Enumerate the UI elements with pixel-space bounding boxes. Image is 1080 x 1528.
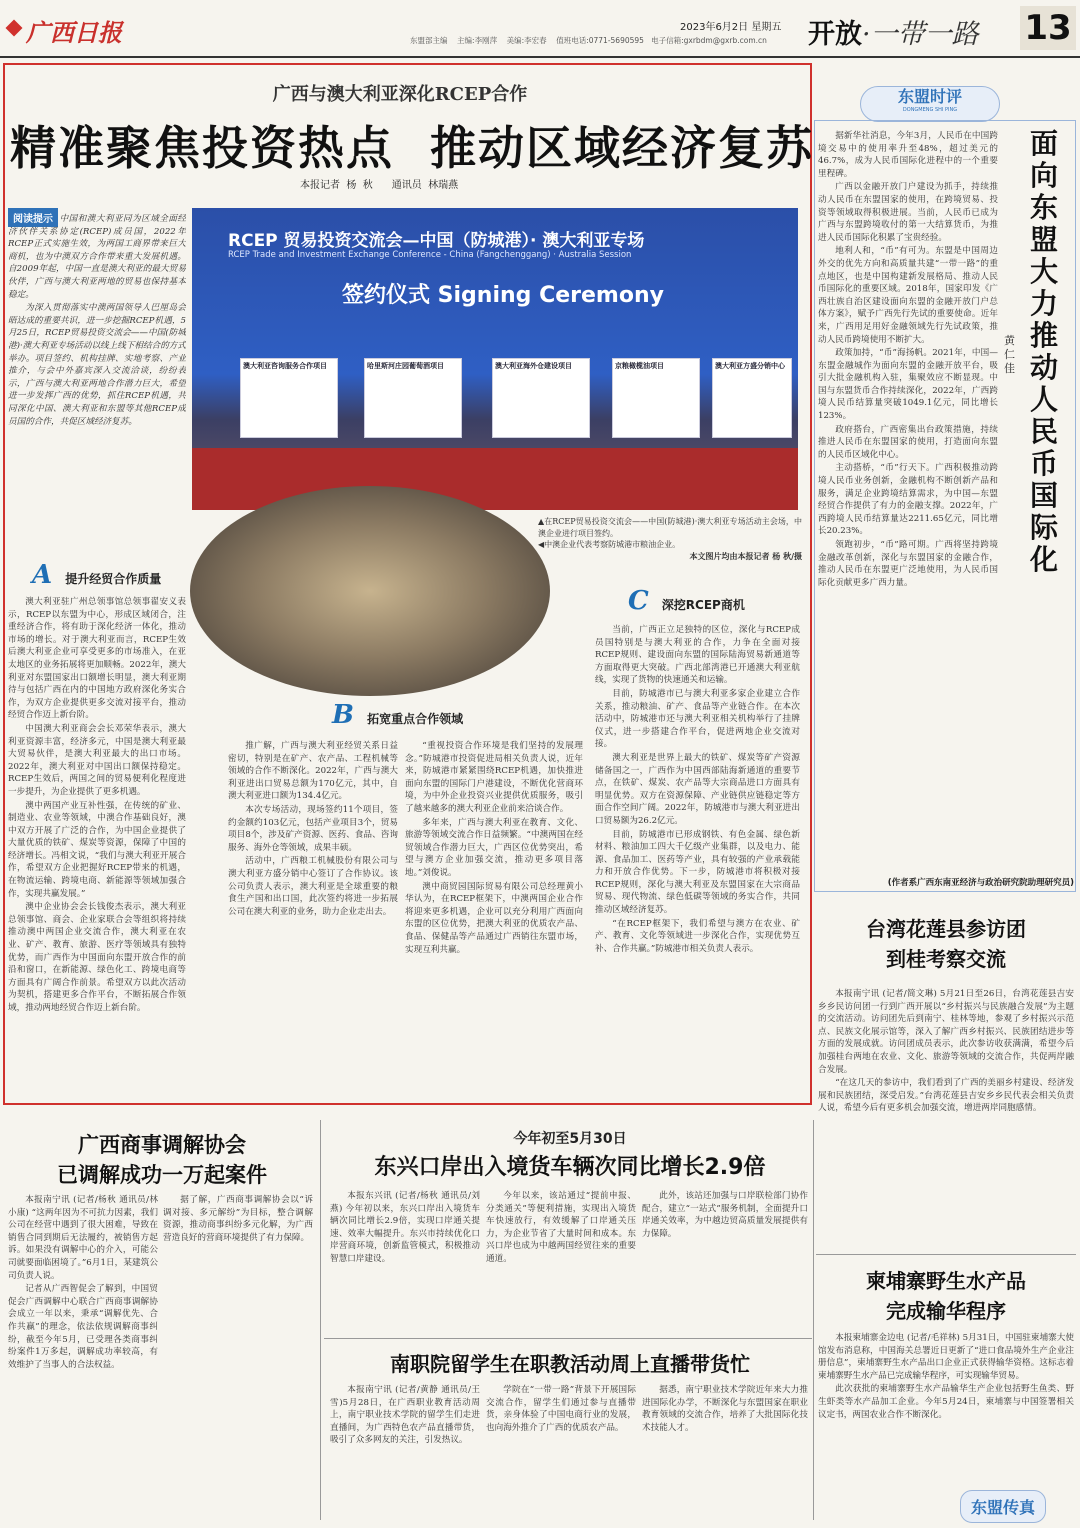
commentary-para-4: 政策加持，“币”海扬帆。2021年，中国—东盟金融城作为面向东盟的金融开放平台，吸引大批金融机构入驻，集聚效应不断显现。中国与东盟货币合作持续深化，2022年，广西跨境人民币结算量突破1049.1亿元，同比增长123%。 [818,348,998,422]
meta-editor: 主编:李刚萍 [457,36,498,45]
nanzhi-body-3 [642,1384,808,1524]
col-c-para-5: “在RCEP框架下，我们希望与澳方在农业、矿产、教育、文化等领域进一步深化合作，实现优势互补、合作共赢。”防城港市相关负责人表示。 [595,918,800,954]
cambodia-title-2: 完成输华程序 [886,1299,1006,1323]
photo-banner-title: RCEP 贸易投资交流会—中国（防城港）· 澳大利亚专场 [228,231,645,251]
intro-tag: 阅读提示 [8,208,58,227]
col-a-para-4: 澳中企业协会会长钱俊杰表示，澳大利亚总领事馆、商会、企业家联合会等组织将持续推动澳中两国企业交流合作，澳大利亚在农业、矿产、教育、旅游、医疗等领域具有独特优势，而广西作为中国面向东盟开放合作的前沿和窗口，在新能源、绿色化工、跨境电商等方面具有广阔合作前景。希望双方以此次活动为契机，搭建更多合作平台，不断拓展合作领域，推动两地经贸合作迈上新台阶。 [8,902,186,1013]
col-a-para-1: 澳大利亚驻广州总领事馆总领事翟安义表示，RCEP以东盟为中心，形成区域闭合，注重经济合作，将有助于深化经济一体化，推动市场的增长。对于澳大利亚而言，RCEP生效后澳大利亚企业可享受更多的市场准入，在亚太地区的业务拓展将更加顺畅。2022年，澳大利亚对东盟国家出口额增长明显，澳大利亚期待与包括广西在内的中国地方政府深化务实合作，为双方企业提供更多交流对接平台，推动经贸合作迈上新台阶。 [8,597,186,721]
commentary-badge-sub: DONGMENG SHI PING [902,107,958,113]
column-b2 [405,740,583,1100]
section-c-letter: C [628,586,649,616]
section-sub: ·一带一路 [862,19,979,50]
commentary-para-3: 地利人和，“币”有可为。东盟是中国周边外交的优先方向和高质量共建“一带一路”的重点地区，也是中国构建新发展格局、推动人民币国际化的重要区域。2018年，国家印发《广西壮族自治区建设面向东盟的金融开放门户总体方案》，赋予广西先行先试的重要使命。近年来，广西用足用好金融领域先行先试政策，推动人民币跨境使用不断扩大。 [818,246,998,345]
dongxing-kicker: 今年初至5月30日 [513,1131,627,1147]
meta-artist: 美编:李宏春 [506,36,547,45]
masthead [0,0,1080,56]
col-c-para-1: 当前，广西正立足独特的区位，深化与RCEP成员国特别是与澳大利亚的合作，力争在全面对接RCEP规则、建设面向东盟的国际陆海贸易新通道等方面取得更大突破。广西北部湾港已开通澳大利亚航线，实现了货物的快速通关和运输。 [595,625,800,686]
divider-bottom-right [813,1120,814,1520]
mediation-para-1: 本报南宁讯 (记者/杨秋 通讯员/林小康) “这两年因为不可抗力因素，我们公司在经营中遇到了很大困难，导致在销售合同到期后无法履约，被销售方起诉。如果没有调解中心的介入，可能公司就要面临困境了。”6月1日，某建筑公司负责人说。 [8,1195,158,1281]
meta-dept: 东盟部主编 [410,36,448,45]
lead-headline: 精准聚焦投资热点 推动区域经济复苏 [10,121,815,175]
project-board-4-label: 京粮橄榄油项目 [615,362,664,370]
taiwan-headline [818,914,1074,974]
dongxing-para-2: 今年以来，该站通过“提前申报、分类通关”等便利措施，实现出入境货车快速放行，有效缓解了口岸通关压力，为企业节省了大量时间和成本。东兴口岸也成为中越两国经贸往来的重要通道。 [486,1191,636,1264]
project-board-3 [492,358,590,438]
cambodia-para-2: 此次获批的柬埔寨野生水产品输华生产企业包括野生鱼类、野生虾类等水产品加工企业。今年5月24日，柬埔寨与中国签署相关议定书，两国农业合作不断深化。 [818,1384,1074,1420]
commentary-para-1: 据新华社消息，今年3月，人民币在中国跨境交易中的使用率升至48%，超过美元的46.7%，成为人民币国际化进程中的一个重要里程碑。 [818,131,998,179]
dongxing-body-1 [330,1190,480,1332]
section-a-letter: A [32,560,53,590]
project-board-1-label: 澳大利亚咨询服务合作项目 [243,362,327,370]
dongxing-body-2 [486,1190,636,1332]
newspaper-logo: 广西日报 [26,18,122,47]
signing-ceremony-photo [192,208,798,510]
dongxing-body-3 [642,1190,808,1332]
section-name [808,12,979,51]
taiwan-title-2: 到桂考察交流 [886,947,1006,971]
section-a-header [32,560,161,590]
inspection-photo [190,486,550,696]
mediation-title-2: 已调解成功一万起案件 [57,1163,267,1187]
col-c-para-2: 目前，防城港市已与澳大利亚多家企业建立合作关系，推动粮油、矿产、食品等产业链合作。在本次活动中，防城港市还与澳大利亚相关机构举行了挂牌仪式，进一步搭建合作平台，促进两地企业交流对接。 [595,688,800,750]
taiwan-title-1: 台湾花莲县参访团 [866,917,1026,941]
meta-tel: 值班电话:0771-5690595 [556,36,644,45]
section-c-title: 深挖RCEP商机 [661,598,745,612]
nanzhi-para-3: 据悉，南宁职业技术学院近年来大力推进国际化办学，不断深化与东盟国家在职业教育领域的交流合作，培养了大批国际化技术技能人才。 [642,1385,808,1433]
logo-icon [6,20,23,37]
divider-right-1 [816,1254,1076,1255]
dongxing-para-1: 本报东兴讯 (记者/杨秋 通讯员/刘燕) 今年初以来，东兴口岸出入境货车辆次同比增长2.9倍，实现口岸通关提速、效率大幅提升。东兴市持续优化口岸营商环境，创新监管模式，积极推动智慧口岸建设。 [330,1191,480,1264]
col-a-para-3: 澳中两国产业互补性强，在传统的矿业、制造业、农业等领域，中澳合作基础良好，澳中双方开展了广泛的合作，为中国企业提供了大量优质的铁矿、煤炭等资源，保障了中国的经济增长。冯相文说，“我们与澳大利亚开展合作，希望双方企业把握好RCEP带来的机遇，在物流运输、跨境电商、新能源等领域加强合作，实现共赢发展。” [8,800,186,899]
nanzhi-headline: 南职院留学生在职教活动周上直播带货忙 [390,1352,750,1376]
taiwan-para-2: “在这几天的参访中，我们看到了广西的美丽乡村建设、经济发展和民族团结，深受启发。”台湾花莲县吉安乡乡民代表会相关负责人说，希望今后有更多机会加强交流，增进两岸同胞感情。 [818,1078,1074,1114]
dongxing-para-3: 此外，该站还加强与口岸联检部门协作配合，建立“一站式”服务机制，全面提升口岸通关效率，为中越边贸高质量发展提供有力保障。 [642,1191,808,1239]
column-c [595,624,800,1100]
cambodia-body [818,1332,1074,1482]
caption-3: 本文图片均由本报记者 杨 秋/摄 [689,550,802,561]
col-b-para-4: “重视投资合作环境是我们坚持的发展理念。”防城港市投资促进局相关负责人说，近年来，防城港市紧紧围绕RCEP机遇，加快推进面向东盟的国际门户港建设，不断优化营商环境，为中外企业投资兴业提供优质服务，吸引了越来越多的澳大利亚企业前来洽谈合作。 [405,741,583,814]
page-number [1020,6,1076,50]
mediation-body-2 [163,1194,313,1524]
section-main: 开放 [808,19,862,50]
section-c-header [628,586,745,616]
section-b-title: 拓宽重点合作领域 [367,712,464,726]
col-b-para-6: 澳中商贸园国际贸易有限公司总经理黄小华认为，在RCEP框架下，中澳两国企业合作将迎来更多机遇，企业可以充分利用广西面向东盟的区位优势，把澳大利亚的优质农产品、食品、保健品等产品通过广西销往东盟市场，实现互利共赢。 [405,881,583,955]
intro-para-2: 为深入贯彻落实中澳两国领导人巴厘岛会晤达成的重要共识，进一步挖掘RCEP机遇，5月25日，RCEP贸易投资交流会——中国(防城港)·澳大利亚专场活动以线上线下相结合的方式举办。项目签约、机构挂牌、实地考察、产业推介，与会中外嘉宾深入交流洽谈，纷纷表示，广西与澳大利亚两地合作潜力巨大，希望进一步发挥广西的优势，抓住RCEP机遇，共同深化中国、澳大利亚和东盟等其他RCEP成员国的合作，共促区域经济复苏。 [8,303,186,427]
caption-2: ◀中澳企业代表考察防城港市粮油企业。 [538,540,681,549]
lead-byline: 本报记者 杨 秋 通讯员 林瑞燕 [300,180,459,191]
project-board-5 [712,358,792,438]
mediation-para-2: 记者从广西智促会了解到，中国贸促会广西调解中心联合广西商事调解协会成立一年以来，秉承“调解优先、合作共赢”的理念，依法依规调解商事纠纷，截至今年5月，已受理各类商事纠纷案件1万多起，调解成功率较高，有效维护了当事人的合法权益。 [8,1284,158,1370]
taiwan-para-1: 本报南宁讯 (记者/简文琳) 5月21日至26日，台湾花莲县吉安乡乡民访问团一行到广西开展以“乡村振兴与民族融合发展”为主题的交流活动。访问团先后到南宁、桂林等地，参观了乡村振兴示范点、民族文化展示馆等，深入了解广西乡村振兴、民族团结进步等方面的发展成就。访问团成员表示，此次参访收获满满，希望今后加强桂台两地在农业、文化、旅游等领域的交流合作，共促两岸融合发展。 [818,989,1074,1075]
mediation-headline [8,1130,316,1190]
commentary-para-2: 广西以金融开放门户建设为抓手，持续推动人民币在东盟国家的使用，在跨境贸易、投资等领域取得积极进展。当前，人民币已成为广西与东盟跨境收付的第一大结算货币，为推进人民币国际化积累了宝贵经验。 [818,182,998,243]
project-board-4 [612,358,700,438]
col-b-para-3: 活动中，广西粮工机械股份有限公司与澳大利亚方盛分销中心签订了合作协议。该公司负责人表示，澳大利亚是全球重要的粮食生产国和出口国，此次签约将进一步拓展公司在澳大利亚的业务，助力企业走出去。 [228,856,398,917]
nanzhi-body-2 [486,1384,636,1524]
nanzhi-para-1: 本报南宁讯 (记者/黄静 通讯员/王雪)5月28日，在广西职业教育活动周上，南宁职业技术学院的留学生们走进直播间，为广西特色农产品直播带货，吸引了众多网友的关注，引发热议。 [330,1385,480,1446]
cambodia-headline [818,1266,1074,1326]
intro-text [8,213,186,553]
col-a-para-2: 中国澳大利亚商会会长邓荣华表示，澳大利亚资源丰富，经济多元，中国是澳大利亚最大贸易伙伴，是澳大利亚最大的出口市场。2022年，澳大利亚对中国出口额保持稳定。RCEP生效后，两国之间的贸易便利化程度进一步提升，为企业提供了更多机遇。 [8,723,186,797]
col-c-para-3: 澳大利亚是世界上最大的铁矿、煤炭等矿产资源储备国之一，广西作为中国西部陆海新通道的重要节点，在铁矿、煤炭、农产品等大宗商品进口方面具有明显优势。双方在资源保障、产业链供应链稳定等方面合作空间广阔。2022年，防城港市与澳大利亚进出口贸易额为26.2亿元。 [595,752,800,826]
intro-para-1: 中国和澳大利亚同为区域全面经济伙伴关系协定(RCEP)成员国，2022年RCEP正式实施生效，为两国工商界带来巨大商机，也为中澳双方合作带来重大发展机遇。自2009年起，中国一直是澳大利亚的最大贸易伙伴，广西与澳大利亚两地的贸易也保持基本稳定。 [8,214,186,300]
edition-date: 2023年6月2日 星期五 [680,22,782,33]
column-a [8,596,186,1101]
mediation-body-1 [8,1194,158,1524]
commentary-box-border [814,120,1076,892]
caption-1: ▲在RCEP贸易投资交流会——中国(防城港)·澳大利亚专场活动主会场，中澳企业进行项目签约。 [538,517,802,538]
section-b-letter: B [332,700,354,730]
cambodia-title-1: 柬埔寨野生水产品 [866,1269,1026,1293]
commentary-title: 面向东盟大力推动人民币国际化 [1030,127,1059,576]
masthead-rule [0,56,1080,58]
divider-bottom-mid [324,1338,812,1339]
section-a-title: 提升经贸合作质量 [65,572,162,586]
commentary-para-6: 主动搭桥，“币”行天下。广西积极推动跨境人民币业务创新，金融机构不断创新产品和服务，满足企业跨境结算需求，为中国—东盟经贸合作提供了有力的金融支撑。2022年，广西跨境人民币结算量达2211.65亿元，同比增长20.23%。 [818,463,998,537]
mediation-title-1: 广西商事调解协会 [78,1133,246,1157]
page-number-text: 13 [1024,8,1072,48]
project-board-3-label: 澳大利亚海外仓建设项目 [495,362,572,370]
commentary-para-7: 领跑初步，“币”路可期。广西将坚持跨境金融改革创新，深化与东盟国家的金融合作，推动人民币在东盟更广泛地使用，为人民币国际化贡献更多广西力量。 [818,540,998,588]
corner-badge: 东盟传真 [960,1490,1046,1523]
commentary-author: 黄仁佳 [1004,334,1015,375]
photo-captions [538,516,802,582]
section-b-header [332,700,463,730]
dongxing-headline: 东兴口岸出入境货车辆次同比增长2.9倍 [374,1155,766,1180]
edition-meta [410,35,767,46]
photo-banner-en: RCEP Trade and Investment Exchange Conference - China (Fangchenggang) · Australia Session [228,250,632,260]
photo-banner-sign: 签约仪式 Signing Ceremony [342,283,664,308]
mediation-para-3: 据了解，广西商事调解协会以“诉调对接、多元解纷”为目标，整合调解资源，推动商事纠纷多元化解，为广西营造良好的营商环境提供了有力保障。 [163,1195,313,1243]
commentary-badge [860,86,1000,122]
project-board-2 [364,358,462,438]
commentary-para-5: 政府搭台，广西密集出台政策措施，持续推进人民币在东盟国家的使用，打造面向东盟的人民币区域化中心。 [818,424,998,460]
commentary-badge-text: 东盟时评 [897,87,962,106]
project-board-5-label: 澳大利亚方盛分销中心 [715,362,785,370]
commentary-affiliation: (作者系广西东南亚经济与政治研究院助理研究员) [887,878,1074,888]
column-b1 [228,740,398,1100]
col-c-para-4: 目前，防城港市已形成钢铁、有色金属、绿色新材料、粮油加工四大千亿级产业集群，以及电力、能源、食品加工、医药等产业，具有较强的产业承载能力和开放合作优势。下一步，防城港市将积极对接RCEP规则，深化与澳大利亚及东盟国家在大宗商品贸易、现代物流、绿色低碳等领域的务实合作，共同推动区域经济复苏。 [595,829,800,916]
cambodia-para-1: 本报柬埔寨金边电 (记者/毛祥林) 5月31日，中国驻柬埔寨大使馆发布消息称，中国海关总署近日更新了“进口食品境外生产企业注册信息”，柬埔寨野生水产品出口企业正式获得输华资格。这标志着柬埔寨野生水产品已完成输华程序，可实现输华贸易。 [818,1333,1074,1381]
col-b-para-2: 本次专场活动，现场签约11个项目，签约金额约103亿元，包括产业项目3个，贸易项目8个，涉及矿产资源、医药、食品、咨询服务、海外仓等领域，成果丰硕。 [228,804,398,853]
meta-email: 电子信箱:gxrbdm@gxrb.com.cn [651,36,767,45]
col-b-para-1: 推广解，广西与澳大利亚经贸关系日益密切，特别是在矿产、农产品、工程机械等领域的合作不断深化。2022年，广西与澳大利亚进出口贸易总额为170亿元，其中，自澳大利亚进口额为134.4亿元。 [228,741,398,802]
divider-bottom-left [320,1120,321,1520]
lead-kicker: 广西与澳大利亚深化RCEP合作 [272,84,528,105]
nanzhi-para-2: 学院在“一带一路”背景下开展国际交流合作，留学生们通过参与直播带货，亲身体验了中国电商行业的发展，也向海外推介了广西的优质农产品。 [486,1385,636,1433]
taiwan-body [818,988,1074,1240]
col-b-para-5: 多年来，广西与澳大利亚在教育、文化、旅游等领域交流合作日益频繁。“中澳两国在经贸领域合作潜力巨大，广西区位优势突出，希望与澳方企业加强交流，推动更多项目落地。”刘俊说。 [405,817,583,878]
project-board-1 [240,358,338,438]
project-board-2-label: 哈里斯河庄园葡萄酒项目 [367,362,444,370]
nanzhi-body-1 [330,1384,480,1524]
